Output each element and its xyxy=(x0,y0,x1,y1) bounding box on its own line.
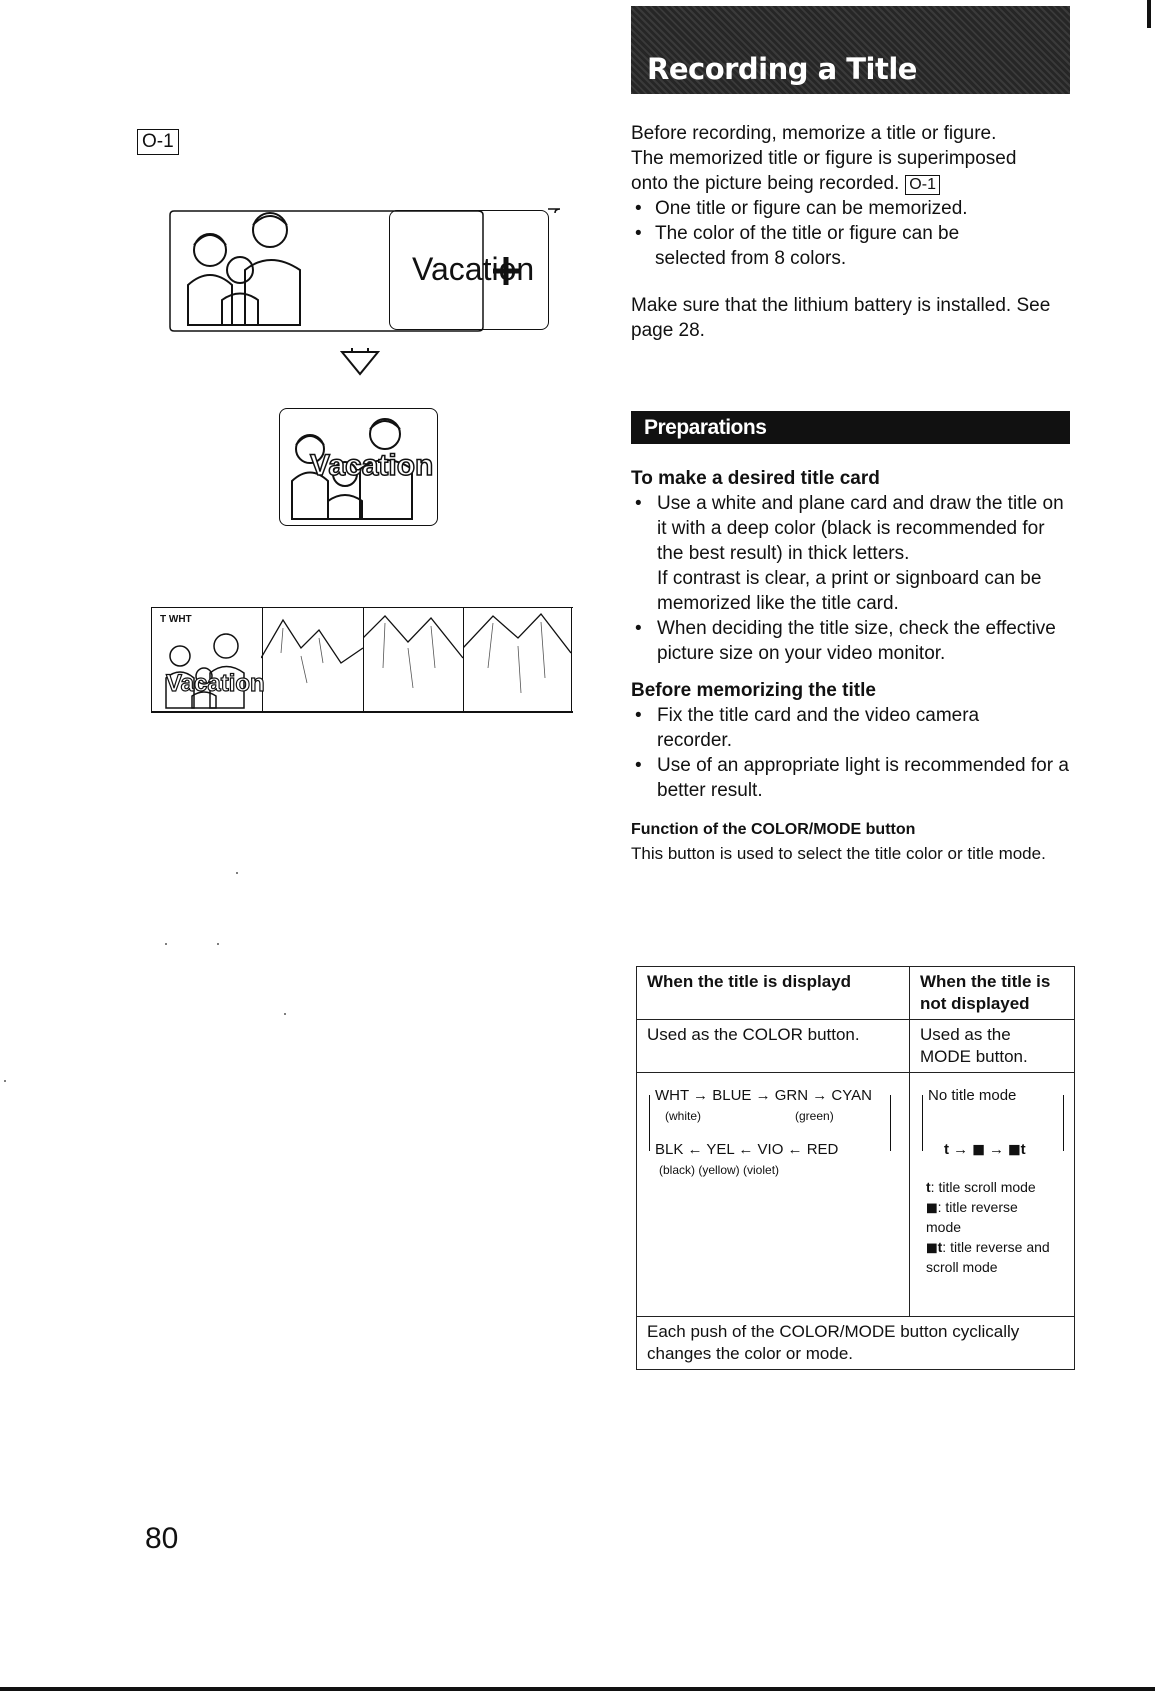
legend-text: title reverse and scroll mode xyxy=(926,1239,1050,1275)
col1-use: Used as the COLOR button. xyxy=(637,1020,910,1073)
mountain-icon xyxy=(363,608,463,711)
col2-use: Used as the MODE button. xyxy=(910,1020,1075,1073)
superimposed-title: Vacation xyxy=(166,670,265,697)
list-item: • One title or figure can be memorized. xyxy=(631,196,1071,221)
mode-top: No title mode xyxy=(928,1087,1017,1104)
strip-label: T WHT xyxy=(160,614,192,625)
people-illustration-icon xyxy=(188,213,300,325)
card-bullets xyxy=(631,491,1071,666)
list-item: • Use of an appropriate light is recommended for a better result. xyxy=(631,753,1071,803)
intro-bullets xyxy=(631,196,1071,271)
color-sub: (white) xyxy=(665,1109,702,1123)
intro-line: Before recording, memorize a title or figure. xyxy=(631,123,997,144)
legend-text: title scroll mode xyxy=(938,1179,1036,1195)
card-note: If contrast is clear, a print or signboard can be memorized like the title card. xyxy=(657,568,1042,614)
color-sub: (green) xyxy=(795,1109,834,1123)
color-sequence-top: WHT → BLUE → GRN → CYAN xyxy=(655,1087,872,1104)
speck xyxy=(236,872,238,874)
battery-note: Make sure that the lithium battery is installed. See page 28. xyxy=(631,295,1051,341)
result-card xyxy=(279,408,438,526)
superimposed-title: Vacation xyxy=(310,449,434,482)
mode-legend xyxy=(926,1177,1056,1277)
preparations-banner xyxy=(631,411,1070,444)
edge-mark xyxy=(1147,0,1151,28)
frame-mountain xyxy=(261,608,364,711)
mountain-icon xyxy=(261,608,363,711)
list-item: • The color of the title or figure can be selected from 8 colors. xyxy=(631,221,1071,271)
reverse-symbol-icon: ◼ xyxy=(926,1199,938,1215)
list-item: • When deciding the title size, check the effective picture size on your video monitor. xyxy=(631,616,1071,666)
speck xyxy=(217,943,219,945)
figure-label: O-1 xyxy=(137,129,179,155)
function-heading: Function of the COLOR/MODE button xyxy=(631,821,916,838)
color-sequence-bottom: BLK ← YEL ← VIO ← RED xyxy=(655,1141,839,1158)
frame-mountain xyxy=(463,608,572,711)
list-item xyxy=(631,491,1071,616)
legend-item: ◼: title reverse mode xyxy=(926,1199,1018,1235)
legend-text: title reverse mode xyxy=(926,1199,1018,1235)
table-footer: Each push of the COLOR/MODE button cyclically changes the color or mode. xyxy=(637,1317,1075,1370)
figure-ref: O-1 xyxy=(905,175,940,195)
title-card-text: Vacation xyxy=(412,251,535,287)
intro-line xyxy=(631,171,1071,196)
page-number: 80 xyxy=(145,1522,179,1555)
intro-line-text: onto the picture being recorded. xyxy=(631,173,900,194)
list-item: • Fix the title card and the video camera recorder. xyxy=(631,703,1071,753)
speck xyxy=(165,943,167,945)
down-arrow-icon xyxy=(338,348,382,378)
intro-section xyxy=(631,121,1071,343)
speck xyxy=(4,1080,6,1082)
mode-cycle-cell xyxy=(910,1073,1075,1317)
speck xyxy=(284,1013,286,1015)
legend-item: ◼t: title reverse and scroll mode xyxy=(926,1239,1050,1275)
intro-line: The memorized title or figure is superimposed xyxy=(631,148,1017,169)
color-cycle-cell xyxy=(637,1073,910,1317)
mode-sequence: t → ◼ → ◼t xyxy=(944,1141,1026,1158)
page-title-banner xyxy=(631,6,1070,94)
color-sub: (black) (yellow) (violet) xyxy=(659,1163,780,1177)
card-heading: To make a desired title card xyxy=(631,468,880,489)
page-title: Recording a Title xyxy=(647,52,917,86)
before-heading: Before memorizing the title xyxy=(631,680,876,701)
legend-item: t: title scroll mode xyxy=(926,1179,1036,1195)
frame-mountain xyxy=(363,608,464,711)
preparations-heading: Preparations xyxy=(644,416,767,439)
scroll-symbol-icon: t xyxy=(926,1179,931,1195)
list-item-text: Use a white and plane card and draw the title on it with a deep color (black is recommended for the best result) in thick letters. xyxy=(657,493,1064,564)
frame-title xyxy=(151,608,263,711)
preparations-section xyxy=(631,466,1071,865)
reverse-scroll-symbol-icon: ◼t xyxy=(926,1239,943,1255)
mountain-icon xyxy=(463,608,571,711)
col2-header: When the title is not displayed xyxy=(910,967,1075,1020)
frame-strip xyxy=(151,607,573,713)
function-text: This button is used to select the title color or title mode. xyxy=(631,844,1046,863)
bottom-rule xyxy=(0,1687,1155,1691)
before-bullets xyxy=(631,703,1071,803)
function-table xyxy=(636,966,1075,1370)
col1-header: When the title is displayd xyxy=(637,967,910,1020)
title-card xyxy=(389,210,549,330)
